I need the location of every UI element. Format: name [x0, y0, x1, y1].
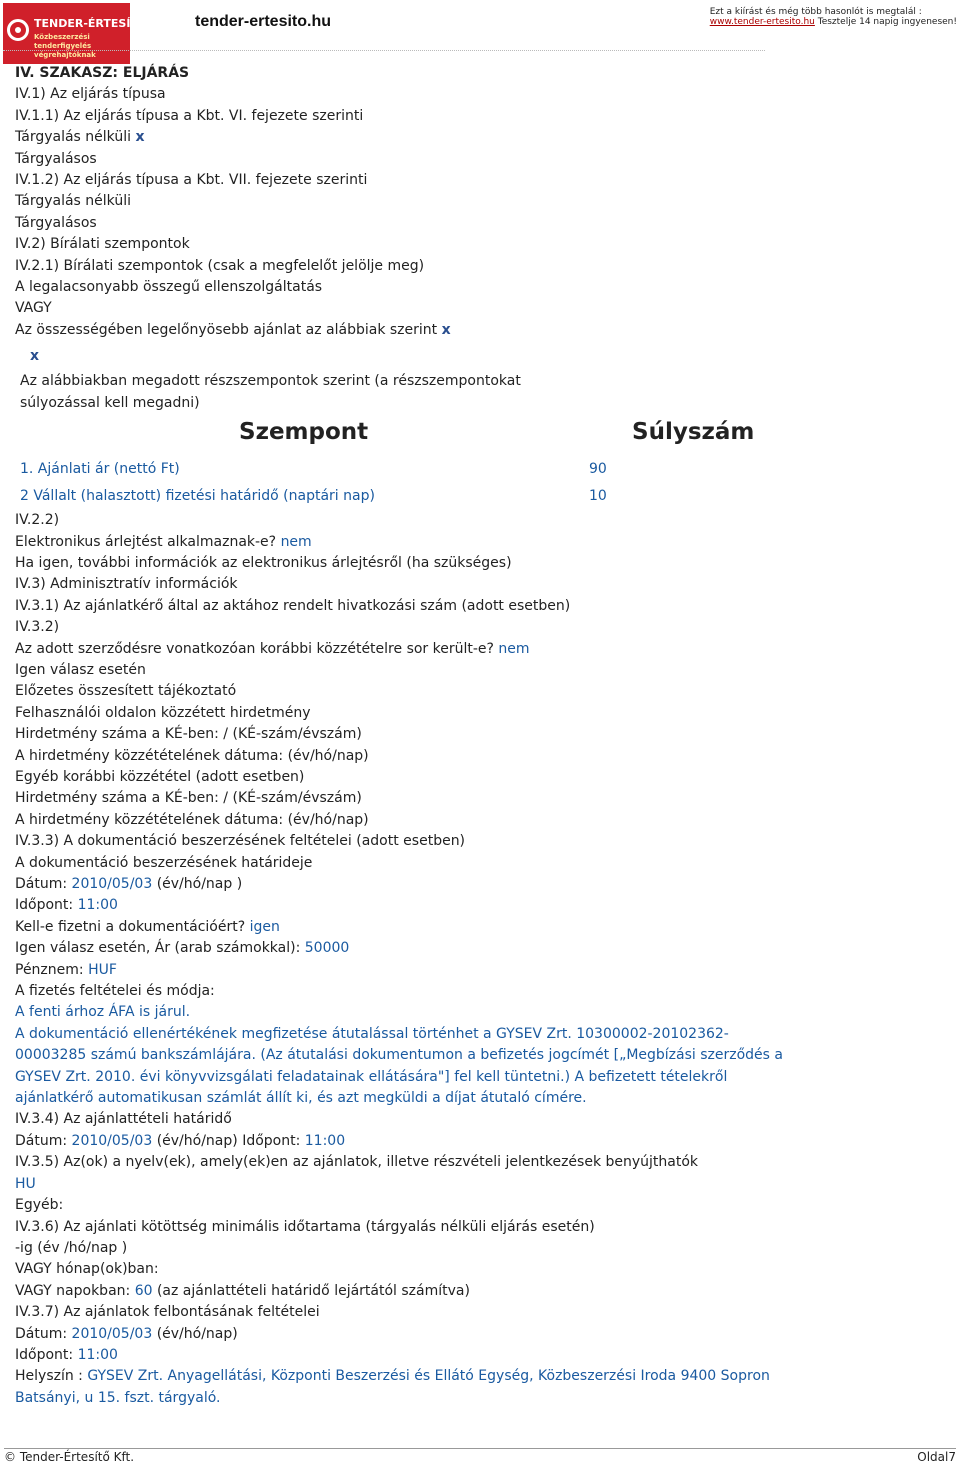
date-format: (év/hó/nap ) — [156, 876, 243, 892]
validity-days: 60 — [134, 1282, 153, 1299]
page-footer — [4, 1448, 956, 1464]
site-name: tender-ertesito.hu — [195, 13, 332, 30]
language-heading: IV.3.5) Az(ok) a nyelv(ek), amely(ek)en az ajánlatok, illetve részvételi jelentkezések benyújthatók — [15, 1154, 699, 1171]
eauction-info: Ha igen, további információk az elektronikus árlejtésről (ha szükséges) — [15, 554, 512, 571]
validity-until: -ig (év /hó/nap ) — [15, 1239, 128, 1256]
validity-days-label: VAGY napokban: — [15, 1282, 131, 1299]
col-weight: Súlyszám — [632, 419, 755, 446]
transfer-note: A dokumentáció ellenértékének megfizetése átutalással történhet a GYSEV Zrt. 10300002-20102362-00003285 számú bankszámlájára. (Az átutalási dokumentumon a befizetés jogcímét [„Megbízási szerződés a GYSEV Zrt. 2010. évi könyvvizsgálati feladatainak ellátására"] fel kell tüntetni.) A befizetett tételekről ajánlatkérő automatikusan számlát állít ki, és azt megküldi a díjat átutaló címére. — [15, 1025, 783, 1107]
document-body — [15, 63, 815, 1409]
table-row — [15, 456, 815, 483]
bid-time: 11:00 — [304, 1132, 346, 1149]
eauction-code: IV.2.2) — [15, 512, 60, 529]
notice-number: Hirdetmény száma a KÉ-ben: / (KÉ-szám/évszám) — [15, 790, 362, 807]
opening-heading: IV.3.7) Az ajánlatok felbontásának feltételei — [15, 1304, 320, 1321]
docs-heading: IV.3.3) A dokumentáció beszerzésének feltételei (adott esetben) — [15, 833, 466, 850]
admin-heading: IV.3) Adminisztratív információk — [15, 576, 238, 593]
open-date: 2010/05/03 — [71, 1325, 153, 1342]
docs-date: 2010/05/03 — [71, 876, 153, 892]
currency-value: HUF — [88, 961, 117, 978]
prior-info: Előzetes összesített tájékoztató — [15, 683, 237, 700]
promo-link[interactable]: www.tender-ertesito.hu — [709, 17, 815, 27]
docs-time: 11:00 — [77, 897, 118, 914]
promo-text-2: Tesztelje 14 napig ingyenesen! — [814, 17, 957, 27]
header-divider — [3, 50, 765, 51]
place-value: GYSEV Zrt. Anyagellátási, Központi Beszerzési és Ellátó Egység, Közbeszerzési Iroda 9400 Sopron Batsányi, u 15. fszt. tárgyaló. — [15, 1368, 770, 1406]
logo-title: TENDER-ÉRTESÍTŐ.hu — [34, 17, 168, 30]
pay-answer: igen — [249, 918, 280, 935]
date-label: Dátum: — [15, 876, 68, 892]
option-label: Tárgyalásos — [15, 214, 97, 231]
time-label: Időpont: — [242, 1132, 301, 1149]
criteria-best: Az összességében legelőnyösebb ajánlat az alábbiak szerint — [15, 321, 438, 338]
selected-mark: x — [135, 129, 145, 146]
criteria-subheading: IV.2.1) Bírálati szempontok (csak a megfelelőt jelölje meg) — [15, 257, 425, 274]
time-label: Időpont: — [15, 897, 74, 914]
validity-months: VAGY hónap(ok)ban: — [15, 1261, 159, 1278]
criteria-heading: IV.2) Bírálati szempontok — [15, 236, 190, 253]
criterion-name: 2 Vállalt (halasztott) fizetési határidő (naptári nap) — [20, 488, 375, 505]
pay-terms: A fizetés feltételei és módja: — [15, 983, 215, 1000]
site-logo[interactable] — [3, 3, 168, 64]
prev-question: Az adott szerződésre vonatkozóan korábbi közzétételre sor került-e? — [15, 640, 494, 657]
other-label: Egyéb: — [15, 1197, 64, 1214]
date-label: Dátum: — [15, 1325, 68, 1342]
logo-tagline: Közbeszerzési tenderfigyelés végrehajtóknak — [34, 33, 96, 59]
language-value: HU — [15, 1175, 36, 1192]
bid-deadline-heading: IV.3.4) Az ajánlattételi határidő — [15, 1111, 232, 1128]
date-format: (év/hó/nap) — [156, 1325, 238, 1342]
if-yes-label: Igen válasz esetén — [15, 661, 146, 678]
buyer-profile: Felhasználói oldalon közzétett hirdetmény — [15, 704, 311, 721]
other-publication: Egyéb korábbi közzététel (adott esetben) — [15, 768, 305, 785]
time-label: Időpont: — [15, 1346, 74, 1363]
option-label: Tárgyalás nélküli — [15, 193, 131, 210]
promo-text: Ezt a kiírást és még több hasonlót is megtalál : — [709, 7, 922, 17]
selected-mark: x — [30, 348, 40, 365]
footer-copyright: © Tender-Értesítő Kft. — [4, 1450, 135, 1464]
pay-question: Kell-e fizetni a dokumentációért? — [15, 918, 246, 935]
subcriteria-text: Az alábbiakban megadott részszempontok szerint (a részszempontokat súlyozással kell megadni) — [20, 373, 521, 411]
vat-note: A fenti árhoz ÁFA is járul. — [15, 1004, 191, 1021]
page-number: Oldal7 — [917, 1450, 956, 1464]
criterion-weight: 10 — [589, 488, 607, 505]
proc-type-vi: IV.1.1) Az eljárás típusa a Kbt. VI. fejezete szerinti — [15, 107, 364, 124]
validity-days-note: (az ajánlattételi határidő lejártától számítva) — [156, 1282, 470, 1299]
bid-date: 2010/05/03 — [71, 1132, 153, 1149]
proc-type-vii: IV.1.2) Az eljárás típusa a Kbt. VII. fejezete szerinti — [15, 172, 368, 189]
notice-date: A hirdetmény közzétételének dátuma: (év/hó/nap) — [15, 747, 369, 764]
selected-mark: x — [441, 321, 451, 338]
open-time: 11:00 — [77, 1346, 118, 1363]
eauction-answer: nem — [280, 533, 312, 550]
currency-label: Pénznem: — [15, 961, 84, 978]
table-row — [15, 483, 815, 510]
notice-date: A hirdetmény közzétételének dátuma: (év/hó/nap) — [15, 811, 369, 828]
or-label: VAGY — [15, 300, 52, 317]
price-label: Igen válasz esetén, Ár (arab számokkal): — [15, 940, 301, 957]
proc-type-heading: IV.1) Az eljárás típusa — [15, 86, 166, 103]
criteria-table-header — [15, 419, 815, 456]
prev-answer: nem — [498, 640, 530, 657]
price-value: 50000 — [304, 940, 350, 957]
section-title: IV. SZAKASZ: ELJÁRÁS — [15, 65, 190, 81]
col-criterion: Szempont — [239, 419, 369, 446]
criterion-name: 1. Ajánlati ár (nettó Ft) — [20, 461, 180, 478]
reference-number: IV.3.1) Az ajánlatkérő által az aktához rendelt hivatkozási szám (adott esetben) — [15, 597, 571, 614]
date-format: (év/hó/nap) — [156, 1132, 238, 1149]
criterion-weight: 90 — [589, 461, 607, 478]
notice-number: Hirdetmény száma a KÉ-ben: / (KÉ-szám/évszám) — [15, 726, 362, 743]
date-label: Dátum: — [15, 1132, 68, 1149]
option-label: Tárgyalásos — [15, 150, 97, 167]
logo-mark-icon — [7, 19, 29, 41]
place-label: Helyszín : — [15, 1368, 83, 1385]
validity-heading: IV.3.6) Az ajánlati kötöttség minimális időtartama (tárgyalás nélküli eljárás esetén) — [15, 1218, 595, 1235]
prev-code: IV.3.2) — [15, 619, 60, 636]
criteria-lowest: A legalacsonyabb összegű ellenszolgáltatás — [15, 279, 323, 296]
docs-deadline: A dokumentáció beszerzésének határideje — [15, 854, 313, 871]
promo-box — [710, 7, 957, 27]
option-label: Tárgyalás nélküli — [15, 129, 131, 146]
eauction-question: Elektronikus árlejtést alkalmaznak-e? — [15, 533, 277, 550]
